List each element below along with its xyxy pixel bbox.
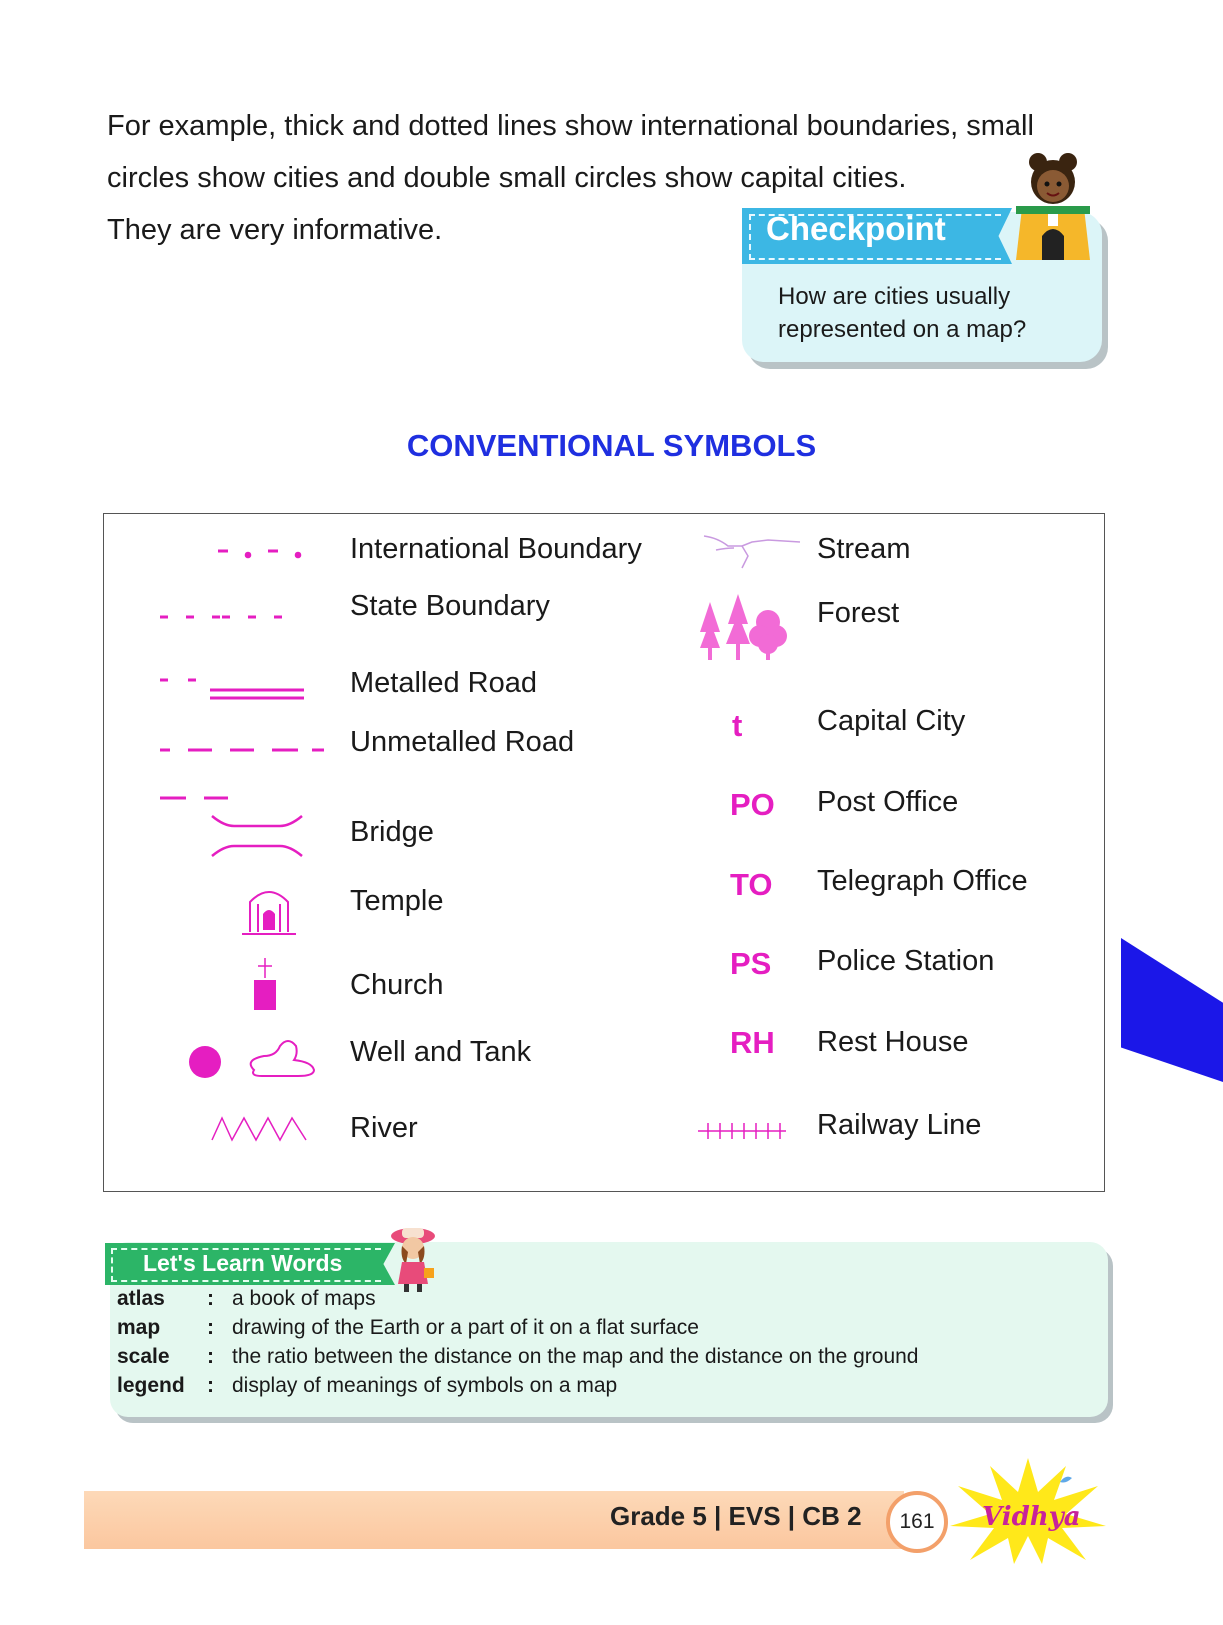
police-station-symbol: PS: [730, 946, 772, 981]
symbol-label: Railway Line: [817, 1109, 982, 1141]
checkpoint-title: Checkpoint: [766, 210, 946, 247]
symbol-label: River: [350, 1112, 418, 1144]
symbol-label: International Boundary: [350, 533, 642, 565]
symbol-label: Bridge: [350, 816, 434, 848]
word-term: map: [117, 1316, 161, 1339]
symbol-label: Church: [350, 969, 444, 1001]
intro-line: They are very informative.: [107, 214, 443, 246]
well-and-tank-icon: [188, 1032, 318, 1082]
learn-words-title: Let's Learn Words: [143, 1250, 343, 1276]
chapter-side-tab: [1121, 938, 1223, 1082]
international-boundary-icon: [214, 539, 314, 563]
word-definition: the ratio between the distance on the map and the distance on the ground: [232, 1345, 919, 1368]
word-definition: display of meanings of symbols on a map: [232, 1374, 618, 1397]
symbol-label: State Boundary: [350, 590, 550, 622]
bridge-icon: [210, 814, 304, 858]
symbols-table: [103, 513, 1105, 1192]
symbol-label: Telegraph Office: [817, 865, 1028, 897]
church-icon: [250, 956, 280, 1014]
symbol-label: Well and Tank: [350, 1036, 532, 1068]
word-definition: a book of maps: [232, 1287, 376, 1310]
intro-line: For example, thick and dotted lines show international boundaries, small: [107, 110, 1034, 142]
footer-text: Grade 5 | EVS | CB 2: [610, 1501, 862, 1531]
section-heading: CONVENTIONAL SYMBOLS: [406, 428, 817, 463]
word-term: legend: [117, 1374, 185, 1397]
forest-trees-icon: [698, 592, 790, 662]
word-term: scale: [117, 1345, 170, 1368]
river-icon: [210, 1114, 310, 1144]
word-definition: drawing of the Earth or a part of it on a flat surface: [232, 1316, 699, 1339]
stream-icon: [702, 532, 802, 572]
symbol-label: Post Office: [817, 786, 959, 818]
word-colon: :: [207, 1287, 214, 1310]
metalled-road-icon: [158, 674, 308, 704]
temple-icon: [240, 880, 298, 936]
railway-line-icon: [696, 1120, 788, 1142]
word-term: atlas: [117, 1287, 165, 1310]
capital-city-symbol: t: [732, 708, 743, 743]
intro-line: circles show cities and double small circles show capital cities.: [107, 162, 907, 194]
logo-wordmark: Vidhya: [982, 1502, 1081, 1532]
word-colon: :: [207, 1316, 214, 1339]
symbol-label: Rest House: [817, 1026, 969, 1058]
girl-in-castle-icon: [1012, 148, 1094, 263]
symbol-label: Unmetalled Road: [350, 726, 575, 758]
rest-house-symbol: RH: [730, 1025, 775, 1060]
symbol-label: Police Station: [817, 945, 995, 977]
word-colon: :: [207, 1345, 214, 1368]
girl-with-hat-icon: [388, 1224, 438, 1292]
checkpoint-question: How are cities usually represented on a map?: [778, 283, 1027, 343]
symbol-label: Temple: [350, 885, 444, 917]
symbol-label: Stream: [817, 533, 911, 565]
telegraph-office-symbol: TO: [730, 867, 773, 902]
state-boundary-icon: [158, 609, 288, 625]
post-office-symbol: PO: [730, 787, 775, 822]
symbol-label: Forest: [817, 597, 900, 629]
page-number: 161: [886, 1491, 948, 1553]
word-colon: :: [207, 1374, 214, 1397]
unmetalled-road-icon: [158, 740, 328, 810]
symbol-label: Capital City: [817, 705, 966, 737]
symbol-label: Metalled Road: [350, 667, 537, 699]
